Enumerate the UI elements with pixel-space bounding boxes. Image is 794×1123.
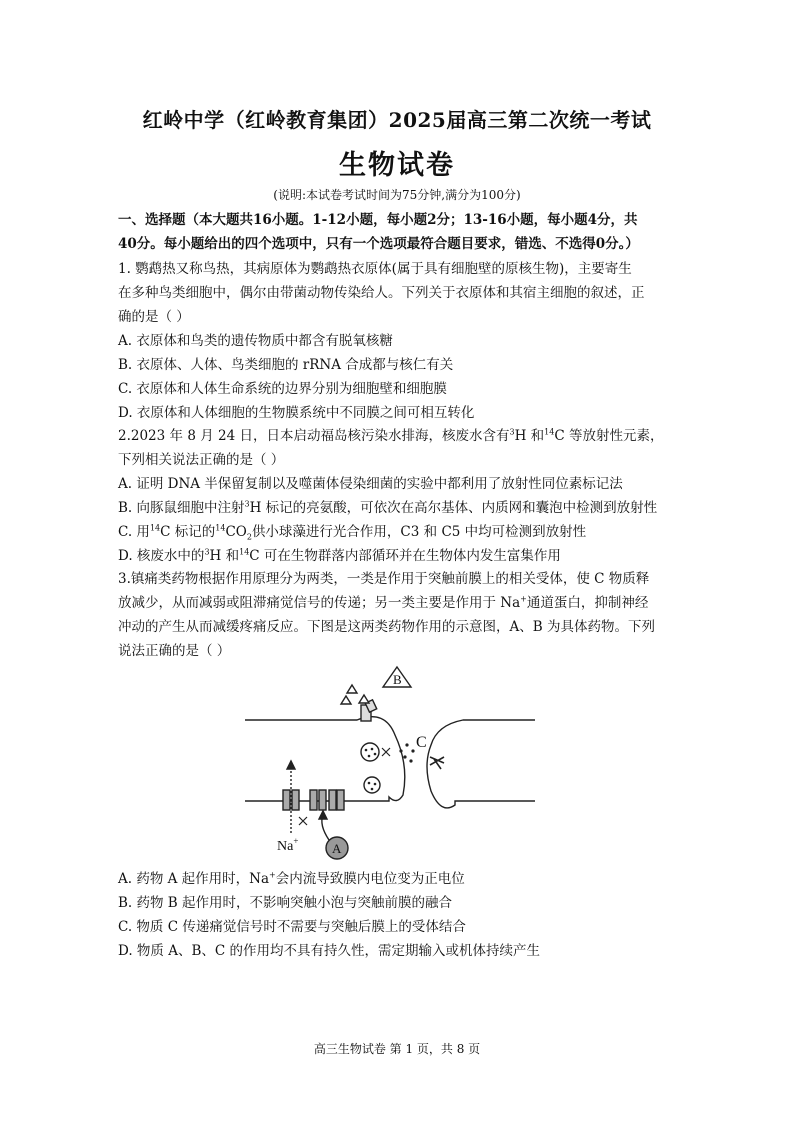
drug-a-label: A <box>332 841 342 856</box>
postsynaptic-receptor <box>430 757 444 769</box>
section-heading-line1: 一、选择题（本大题共16小题。1-12小题，每小题2分；13-16小题，每小题4分，共 <box>118 212 638 228</box>
exam-subject: 生物试卷 <box>339 150 455 181</box>
triangle-icon <box>341 696 351 704</box>
q3-stem-line2: 放减少，从而减弱或阻滞痛觉信号的传递；另一类主要是作用于 Na+通道蛋白，抑制神经 <box>118 594 649 611</box>
q3-stem-line1: 3.镇痛类药物根据作用原理分为两类，一类是作用于突触前膜上的相关受体，使 C 物质释 <box>118 571 650 587</box>
blocked-cross <box>382 748 390 756</box>
exam-note: (说明:本试卷考试时间为75分钟,满分为100分) <box>273 188 521 202</box>
drug-b-label: B <box>393 672 402 687</box>
q3-stem-line3: 冲动的产生从而减缓疼痛反应。下图是这两类药物作用的示意图，A、B 为具体药物。下列 <box>118 619 655 635</box>
q1-stem-line2: 在多种鸟类细胞中，偶尔由带菌动物传染给人。下列关于衣原体和其宿主细胞的叙述，正 <box>118 285 645 301</box>
q1-stem-line1: 1. 鹦鹉热又称鸟热，其病原体为鹦鹉热衣原体(属于具有细胞壁的原核生物)，主要寄生 <box>118 261 632 277</box>
na-channel <box>283 790 290 810</box>
synaptic-vesicle <box>364 777 380 793</box>
q3-stem-line4: 说法正确的是（ ） <box>118 643 231 659</box>
q1-stem-line3: 确的是（ ） <box>118 309 190 325</box>
q2-option-b: B. 向豚鼠细胞中注射$^3$H 标记的亮氨酸，可依次在高尔基体、内质网和囊泡中检测到放射性 <box>118 499 658 516</box>
q1-option-a: A. 衣原体和鸟类的遗传物质中都含有脱氧核糖 <box>118 333 393 349</box>
postsynaptic-membrane <box>427 720 535 808</box>
q3-option-a: A. 药物 A 起作用时，Na+会内流导致膜内电位变为正电位 <box>118 870 465 887</box>
page-footer: 高三生物试卷 第 1 页，共 8 页 <box>313 1042 481 1056</box>
q3-option-d: D. 物质 A、B、C 的作用均不具有持久性，需定期输入或机体持续产生 <box>118 943 541 959</box>
q2-stem-line2: 下列相关说法正确的是（ ） <box>118 452 285 468</box>
q1-option-c: C. 衣原体和人体生命系统的边界分别为细胞壁和细胞膜 <box>118 381 447 397</box>
q2-option-d: D. 核废水中的$^3$H 和$^{14}$C 可在生物群落内部循环并在生物体内发生富集作用 <box>118 547 561 564</box>
q1-option-d: D. 衣原体和人体细胞的生物膜系统中不同膜之间可相互转化 <box>118 405 475 421</box>
substance-c-label: C <box>416 734 427 751</box>
na-channel <box>329 790 336 810</box>
synapse-diagram <box>245 665 545 865</box>
q1-option-b: B. 衣原体、人体、鸟类细胞的 rRNA 合成都与核仁有关 <box>118 357 454 373</box>
q2-stem-line1: 2.2023 年 8 月 24 日，日本启动福岛核污染水排海，核废水含有$^3$H 和$^{14}$C 等放射性元素， <box>118 427 664 444</box>
na-label: Na+ <box>277 836 299 854</box>
q2-option-c: C. 用$^{14}$C 标记的$^{14}CO_2$供小球藻进行光合作用，C3 和 C5 中均可检测到放射性 <box>118 523 587 542</box>
triangle-icon <box>347 685 357 693</box>
q3-option-c: C. 物质 C 传递痛觉信号时不需要与突触后膜上的受体结合 <box>118 919 466 935</box>
section-heading-line2: 40分。每小题给出的四个选项中，只有一个选项最符合题目要求，错选、不选得0分。） <box>118 236 639 252</box>
q3-option-b: B. 药物 B 起作用时，不影响突触小泡与突触前膜的融合 <box>118 895 453 911</box>
na-channel <box>310 790 317 810</box>
q2-option-a: A. 证明 DNA 半保留复制以及噬菌体侵染细菌的实验中都利用了放射性同位素标记法 <box>118 476 623 492</box>
triangle-icon <box>359 695 369 703</box>
synaptic-vesicle <box>361 743 379 761</box>
presynaptic-membrane <box>245 717 405 801</box>
exam-title: 红岭中学（红岭教育集团）2025届高三第二次统一考试 <box>142 108 652 132</box>
